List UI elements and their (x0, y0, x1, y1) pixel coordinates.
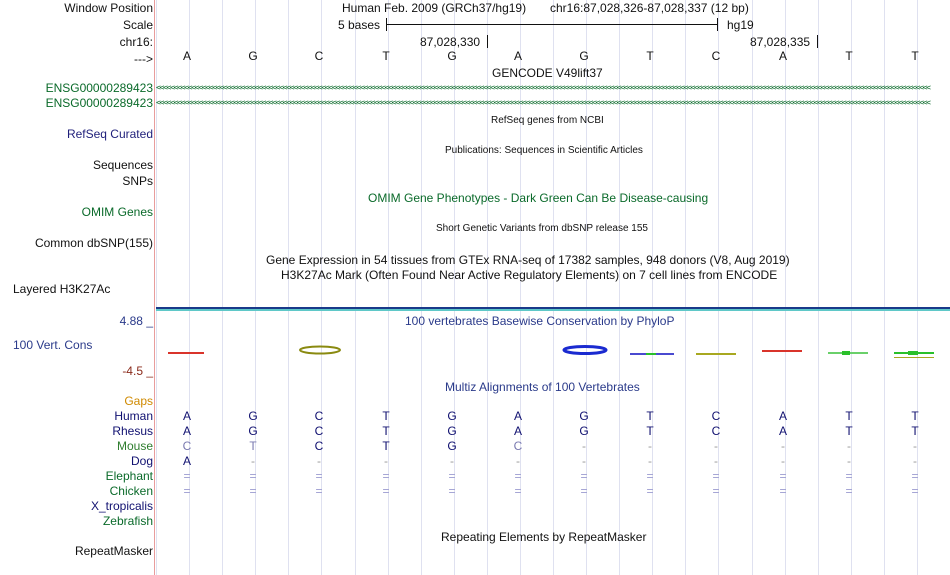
base-cell: T (911, 424, 919, 438)
base-cell: = (911, 469, 919, 483)
base-cell: G (447, 49, 457, 63)
base-cell: - (847, 439, 851, 453)
species-rhesus-label: Rhesus (112, 424, 153, 438)
base-cell: G (579, 49, 589, 63)
base-cell: A (182, 424, 191, 438)
layered-track-separator-2 (156, 309, 950, 311)
alignment-row-dog (156, 454, 950, 468)
sequences-track-label[interactable]: Sequences (92, 158, 153, 172)
species-human-label: Human (114, 409, 153, 423)
base-cell: = (580, 469, 588, 483)
scale-db-label: hg19 (727, 18, 754, 32)
repeatmasker-track-label[interactable]: RepeatMasker (74, 544, 153, 558)
base-cell: C (314, 439, 324, 453)
chrom-label: chr16: (119, 35, 153, 49)
gene-feature-2[interactable]: <<<<<<<<<<<<<<<<<<<<<<<<<<<<<<<<<<<<<<<<<<<<<<<<<<<<<<<<<<<<<<<<<<<<<<<<<<<<<<<<<<<<<<<<<<<<<<<<<<<<<<<<<<<<<<<<<<<<<<<<<<<<<<<<<<<<<<<<<<<<<<<<<<<<<<<<<<<<<<<<<<<<<<<<<<<<<<<<<<<<<<<<<<<<<<<<<<<<<<<<<<<<<<<<<<<<<<<<<<<< (156, 98, 930, 107)
strand-arrow-label: ---> (134, 52, 153, 66)
base-cell: A (182, 409, 191, 423)
scale-bar-right-tick (717, 18, 718, 31)
alignment-row-rhesus (156, 424, 950, 438)
base-cell: = (845, 469, 853, 483)
phylop-track-title: 100 vertebrates Basewise Conservation by PhyloP (405, 314, 675, 328)
base-cell: = (712, 469, 720, 483)
base-cell: - (913, 439, 917, 453)
base-cell: - (251, 454, 255, 468)
track-label-column (0, 0, 155, 575)
species-xtropicalis-label: X_tropicalis (90, 499, 153, 513)
cons-mark-12c (894, 357, 934, 358)
base-cell: T (911, 49, 919, 63)
base-cell: C (711, 409, 721, 423)
base-cell: = (712, 484, 720, 498)
base-cell: - (516, 454, 520, 468)
base-cell: G (447, 409, 457, 423)
base-cell: - (582, 439, 586, 453)
layered-h3k27ac-track-label[interactable]: Layered H3K27Ac (13, 282, 111, 296)
multiz-track-title: Multiz Alignments of 100 Vertebrates (445, 380, 640, 394)
base-cell: T (845, 424, 853, 438)
alignment-row-chicken (156, 484, 950, 498)
species-zebrafish-label: Zebrafish (102, 514, 153, 528)
base-cell: C (513, 439, 523, 453)
assembly-name: Human Feb. 2009 (GRCh37/hg19) (342, 1, 527, 15)
alignment-row-mouse (156, 439, 950, 453)
base-cell: G (579, 424, 589, 438)
base-cell: T (382, 439, 390, 453)
species-dog-label: Dog (130, 454, 153, 468)
gtex-track-title: Gene Expression in 54 tissues from GTEx RNA-seq of 17382 samples, 948 donors (V8, Aug 2019) (266, 253, 790, 267)
repeatmasker-track-title: Repeating Elements by RepeatMasker (441, 530, 647, 544)
base-cell: - (384, 454, 388, 468)
gaps-label: Gaps (124, 394, 153, 408)
cons-mark-11b (842, 351, 850, 355)
coordinate-tick-mark-2 (817, 35, 818, 48)
gencode-track-title: GENCODE V49lift37 (492, 66, 603, 80)
base-cell: T (646, 424, 654, 438)
base-cell: C (314, 409, 324, 423)
scale-label: Scale (122, 18, 153, 32)
base-cell: T (911, 409, 919, 423)
base-cell: T (845, 49, 853, 63)
base-cell: A (182, 49, 191, 63)
browser-track-image[interactable] (156, 0, 950, 575)
species-elephant-label: Elephant (105, 469, 153, 483)
base-cell: A (182, 454, 191, 468)
base-cell: - (781, 439, 785, 453)
omim-track-title: OMIM Gene Phenotypes - Dark Green Can Be Disease-causing (368, 191, 709, 205)
base-cell: = (779, 484, 787, 498)
base-cell: A (513, 49, 522, 63)
base-cell: - (714, 439, 718, 453)
cons-mark-9 (696, 353, 736, 355)
cons-mark-1 (168, 352, 204, 354)
base-cell: = (315, 484, 323, 498)
base-cell: C (182, 439, 192, 453)
base-cell: - (648, 439, 652, 453)
base-cell: = (845, 484, 853, 498)
base-cell: = (514, 469, 522, 483)
base-cell: T (646, 49, 654, 63)
scale-bar (386, 24, 717, 25)
base-cell: - (648, 454, 652, 468)
base-cell: C (711, 424, 721, 438)
base-cell: = (249, 484, 257, 498)
alignment-row-human (156, 409, 950, 423)
cons-mark-7 (564, 347, 606, 354)
h3k27ac-track-title: H3K27Ac Mark (Often Found Near Active Regulatory Elements) on 7 cell lines from ENCODE (281, 268, 778, 282)
base-cell: = (448, 469, 456, 483)
base-cell: = (382, 484, 390, 498)
base-cell: = (779, 469, 787, 483)
base-cell: = (911, 484, 919, 498)
refseq-track-title: RefSeq genes from NCBI (491, 115, 604, 126)
base-cell: - (714, 454, 718, 468)
cons-min-value: -4.5 _ (122, 364, 153, 378)
coordinate-tick-mark-1 (487, 35, 488, 48)
base-cell: T (382, 424, 390, 438)
base-cell: T (845, 409, 853, 423)
base-sequence-row (156, 49, 950, 63)
base-cell: G (248, 409, 258, 423)
base-cell: = (646, 484, 654, 498)
window-position-label: Window Position (64, 1, 153, 15)
base-cell: = (514, 484, 522, 498)
cons-max-value: 4.88 _ (119, 314, 153, 328)
base-cell: = (646, 469, 654, 483)
base-cell: - (847, 454, 851, 468)
base-cell: = (580, 484, 588, 498)
base-cell: C (711, 49, 721, 63)
coordinate-tick-1: 87,028,330 (420, 35, 481, 49)
base-cell: C (314, 424, 324, 438)
base-cell: A (513, 424, 522, 438)
publications-track-title: Publications: Sequences in Scientific Articles (445, 145, 643, 156)
base-cell: - (781, 454, 785, 468)
base-cell: - (913, 454, 917, 468)
base-cell: G (248, 49, 258, 63)
base-cell: = (183, 484, 191, 498)
scale-bar-text: 5 bases (338, 18, 381, 32)
base-cell: A (778, 409, 787, 423)
conservation-logo-graphic (156, 342, 950, 364)
cons-mark-3 (300, 347, 340, 354)
species-chicken-label: Chicken (109, 484, 153, 498)
base-cell: T (249, 439, 257, 453)
base-cell: T (382, 49, 390, 63)
snp-track-title: Short Genetic Variants from dbSNP release 155 (436, 223, 648, 234)
base-cell: = (249, 469, 257, 483)
base-cell: T (382, 409, 390, 423)
base-cell: = (315, 469, 323, 483)
base-cell: G (579, 409, 589, 423)
label-divider (154, 0, 155, 575)
base-cell: = (448, 484, 456, 498)
base-cell: C (314, 49, 324, 63)
base-cell: G (248, 424, 258, 438)
base-cell: - (582, 454, 586, 468)
window-position-value: chr16:87,028,326-87,028,337 (12 bp) (550, 1, 749, 15)
gene-feature-1[interactable]: <<<<<<<<<<<<<<<<<<<<<<<<<<<<<<<<<<<<<<<<<<<<<<<<<<<<<<<<<<<<<<<<<<<<<<<<<<<<<<<<<<<<<<<<<<<<<<<<<<<<<<<<<<<<<<<<<<<<<<<<<<<<<<<<<<<<<<<<<<<<<<<<<<<<<<<<<<<<<<<<<<<<<<<<<<<<<<<<<<<<<<<<<<<<<<<<<<<<<<<<<<<<<<<<<<<<<<<<<<<< (156, 83, 930, 92)
base-cell: G (447, 424, 457, 438)
coordinate-tick-2: 87,028,335 (750, 35, 811, 49)
cons-mark-8b (646, 353, 656, 355)
species-mouse-label: Mouse (116, 439, 153, 453)
gene-label-1[interactable]: ENSG00000289423 (45, 81, 153, 95)
refseq-track-label[interactable]: RefSeq Curated (66, 127, 153, 141)
base-cell: = (183, 469, 191, 483)
common-dbsnp-track-label[interactable]: Common dbSNP(155) (34, 236, 153, 250)
alignment-row-elephant (156, 469, 950, 483)
base-cell: A (778, 424, 787, 438)
base-cell: - (450, 454, 454, 468)
snps-track-label[interactable]: SNPs (122, 174, 153, 188)
cons-mark-12b (908, 351, 918, 355)
vert-cons-track-label[interactable]: 100 Vert. Cons (13, 338, 93, 352)
base-cell: A (778, 49, 787, 63)
base-cell: - (317, 454, 321, 468)
omim-track-label[interactable]: OMIM Genes (81, 205, 153, 219)
base-cell: = (382, 469, 390, 483)
base-cell: A (513, 409, 522, 423)
cons-mark-10 (762, 350, 802, 352)
base-cell: G (447, 439, 457, 453)
base-cell: T (646, 409, 654, 423)
gene-label-2[interactable]: ENSG00000289423 (45, 96, 153, 110)
